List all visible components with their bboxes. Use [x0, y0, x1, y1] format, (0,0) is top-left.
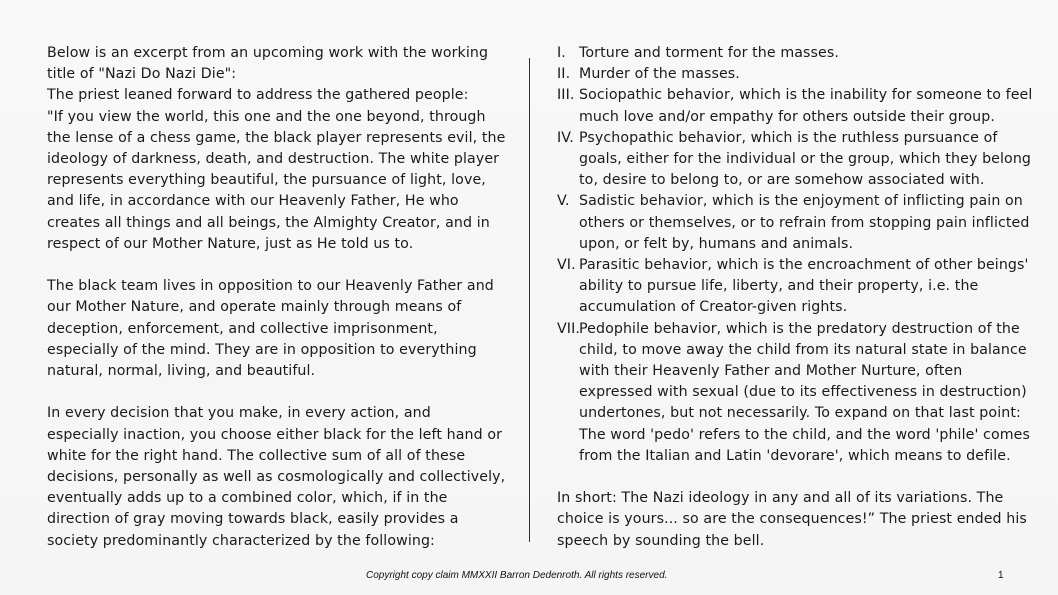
- list-item-number: II.: [557, 66, 571, 83]
- paragraph-gap: [47, 255, 507, 276]
- left-column: [47, 43, 507, 552]
- copyright-notice: Copyright copy claim MMXXII Barron Dedenroth. All rights reserved.: [366, 570, 668, 581]
- column-divider: [529, 58, 530, 542]
- list-item-number: VI.: [557, 257, 576, 274]
- list-item: [557, 191, 1037, 255]
- list-item-text: Torture and torment for the masses.: [579, 45, 839, 61]
- list-item-text: Sociopathic behavior, which is the inability for someone to feel much love and/or empathy for others outside their group.: [579, 87, 1033, 125]
- list-item-number: III.: [557, 87, 575, 104]
- list-item-number: V.: [557, 193, 570, 210]
- list-item-text: Parasitic behavior, which is the encroachment of other beings' ability to pursue life, liberty, and their property, i.e. the accumulation of Creator-given rights.: [579, 257, 1029, 316]
- decision-paragraph: In every decision that you make, in every action, and especially inaction, you choose either black for the left hand or white for the right hand. The collective sum of all of these decisions, personally as well as cosmologically and collectively, eventually adds up to a combined color, which, if in the direction of gray moving towards black, easily provides a society predominantly characterized by the following:: [47, 405, 506, 549]
- list-item-text: Pedophile behavior, which is the predatory destruction of the child, to move away the child from its natural state in balance with their Heavenly Father and Mother Nurture, often expressed with sexual (due to its effectiveness in destruction) undertones, but not necessarily. To expand on that last point: The word 'pedo' refers to the child, and the word 'phile' comes from the Italian and Latin 'devorare', which means to defile.: [579, 320, 1030, 464]
- list-item-text: Psychopathic behavior, which is the ruthless pursuance of goals, either for the individual or the group, which they belong to, desire to belong to, or are somehow associated with.: [579, 129, 1032, 189]
- list-item: [557, 43, 1037, 64]
- chess-paragraph: "If you view the world, this one and the one beyond, through the lense of a chess game, the black player represents evil, the ideology of darkness, death, and destruction. The white player represents everything beautiful, the pursuance of light, love, and life, in accordance with our Heavenly Father, He who creates all things and all beings, the Almighty Creator, and in respect of our Mother Nature, just as He told us to.: [47, 108, 506, 252]
- list-item-text: Murder of the masses.: [579, 66, 740, 83]
- page-number: 1: [998, 570, 1004, 581]
- list-item-number: VII.: [557, 320, 580, 337]
- list-item: [557, 64, 1037, 85]
- list-item-text: Sadistic behavior, which is the enjoyment of inflicting pain on others or themselves, or to refrain from stopping pain inflicted upon, or felt by, humans and animals.: [579, 193, 1030, 252]
- priest-intro-paragraph: The priest leaned forward to address the gathered people:: [47, 87, 469, 104]
- list-item: [557, 85, 1037, 127]
- black-team-paragraph: The black team lives in opposition to our Heavenly Father and our Mother Nature, and operate mainly through means of deception, enforcement, and collective imprisonment, especially of the mind. They are in opposition to everything natural, normal, living, and beautiful.: [47, 278, 494, 380]
- list-item: [557, 255, 1037, 319]
- list-item-number: I.: [557, 45, 566, 61]
- list-item-number: IV.: [557, 129, 574, 146]
- paragraph-gap: [47, 382, 507, 403]
- intro-paragraph: Below is an excerpt from an upcoming work with the working title of "Nazi Do Nazi Die":: [47, 45, 489, 83]
- summary-paragraph: In short: The Nazi ideology in any and all of its variations. The choice is yours... so are the consequences!” The priest ended his speech by sounding the bell.: [557, 490, 1027, 549]
- characteristics-list: [557, 43, 1037, 467]
- list-item: [557, 128, 1037, 192]
- right-column: [557, 43, 1037, 552]
- list-item: [557, 319, 1037, 467]
